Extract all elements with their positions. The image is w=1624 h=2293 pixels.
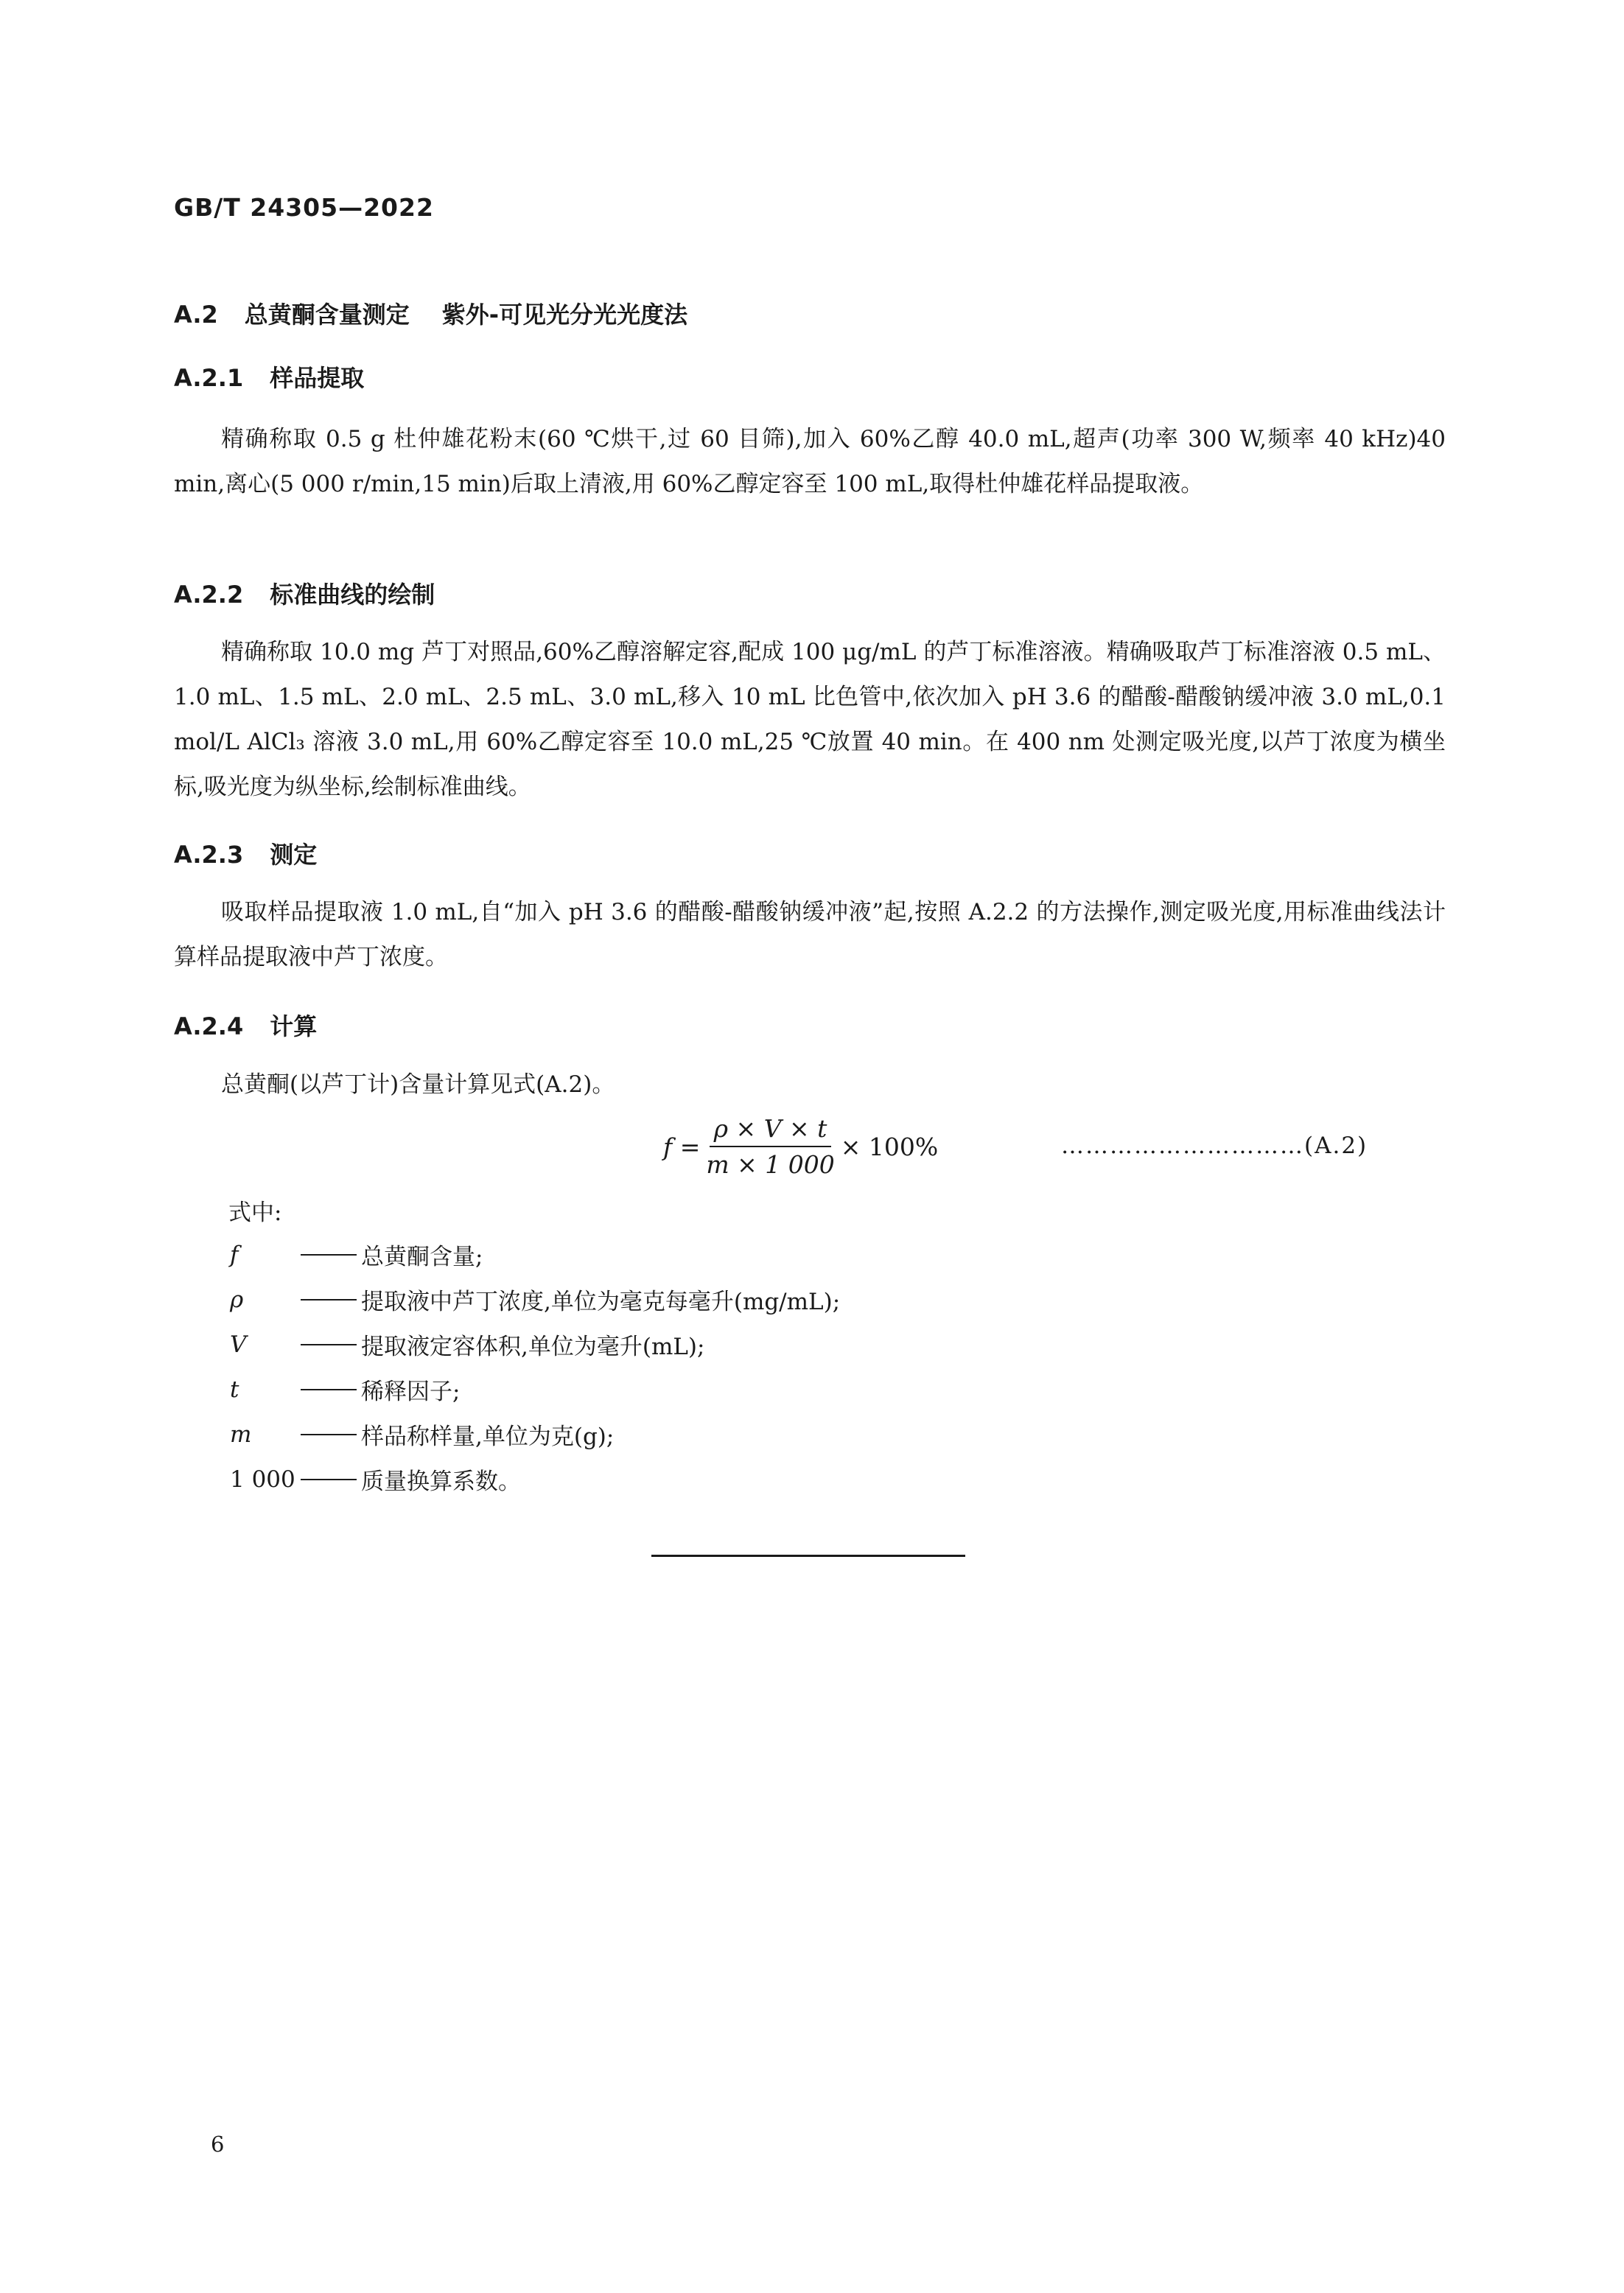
formula-multiplier: × 100% <box>840 1132 939 1161</box>
section-title: 标准曲线的绘制 <box>270 581 435 609</box>
variable-row <box>230 1457 840 1502</box>
equation-reference: …………………………(A.2) <box>1061 1133 1368 1159</box>
variable-description: 总黄酮含量; <box>361 1244 483 1270</box>
variable-description: 样品称样量,单位为克(g); <box>361 1424 615 1450</box>
section-title: 测定 <box>270 841 318 869</box>
variable-symbol: V <box>230 1331 247 1358</box>
variable-description: 提取液定容体积,单位为毫升(mL); <box>361 1334 705 1360</box>
variable-row <box>230 1412 840 1457</box>
variable-description: 提取液中芦丁浓度,单位为毫克每毫升(mg/mL); <box>361 1289 841 1315</box>
variable-row <box>230 1277 840 1322</box>
variable-description: 稀释因子; <box>361 1379 461 1405</box>
section-a21-paragraph: 精确称取 0.5 g 杜仲雄花粉末(60 ℃烘干,过 60 目筛),加入 60%乙醇 40.0 mL,超声(功率 300 W,频率 40 kHz)40 min,离心(5 000 r/min,15 min)后取上清液,用 60%乙醇定容至 100 mL,取得杜仲雄花样品提取液。 <box>174 426 1446 497</box>
variable-row <box>230 1232 840 1277</box>
section-a2-heading <box>174 296 687 330</box>
section-a21-heading <box>174 360 364 393</box>
section-title: 计算 <box>270 1012 318 1040</box>
calculation-intro: 总黄酮(以芦丁计)含量计算见式(A.2)。 <box>221 1071 615 1098</box>
section-title-method: 紫外-可见光分光光度法 <box>441 301 688 329</box>
section-number: A.2.4 <box>174 1012 244 1040</box>
formula-lhs: f = <box>663 1132 701 1161</box>
where-label: 式中: <box>228 1200 282 1226</box>
variable-dash <box>301 1344 357 1345</box>
section-number: A.2.2 <box>174 581 244 609</box>
variable-symbol: 1 000 <box>230 1466 295 1493</box>
section-a23-paragraph: 吸取样品提取液 1.0 mL,自“加入 pH 3.6 的醋酸-醋酸钠缓冲液”起,按照 A.2.2 的方法操作,测定吸光度,用标准曲线法计算样品提取液中芦丁浓度。 <box>174 899 1446 970</box>
page-number: 6 <box>211 2132 225 2157</box>
variable-dash <box>301 1434 357 1435</box>
section-title: 样品提取 <box>270 364 365 392</box>
variable-row <box>230 1367 840 1412</box>
variable-dash <box>301 1479 357 1480</box>
section-a23-heading <box>174 836 317 870</box>
variable-list <box>230 1232 840 1502</box>
variable-dash <box>301 1254 357 1256</box>
variable-dash <box>301 1299 357 1300</box>
section-title: 总黄酮含量测定 <box>244 301 410 329</box>
variable-symbol: t <box>230 1376 239 1403</box>
variable-dash <box>301 1389 357 1390</box>
formula-numerator: ρ × V × t <box>710 1114 832 1147</box>
section-number: A.2.3 <box>174 841 244 869</box>
end-of-document-rule <box>651 1555 965 1557</box>
variable-symbol: m <box>230 1421 252 1448</box>
formula <box>663 1111 938 1182</box>
section-a22-heading <box>174 576 435 610</box>
section-number: A.2.1 <box>174 364 244 392</box>
variable-symbol: ρ <box>230 1286 244 1313</box>
formula-fraction <box>706 1114 834 1179</box>
variable-description: 质量换算系数。 <box>361 1468 521 1495</box>
variable-row <box>230 1322 840 1367</box>
section-number: A.2 <box>174 301 218 329</box>
section-a22-paragraph: 精确称取 10.0 mg 芦丁对照品,60%乙醇溶解定容,配成 100 μg/mL 的芦丁标准溶液。精确吸取芦丁标准溶液 0.5 mL、1.0 mL、1.5 mL、2.0 mL、2.5 mL、3.0 mL,移入 10 mL 比色管中,依次加入 pH 3.6 的醋酸-醋酸钠缓冲液 3.0 mL,0.1 mol/L AlCl₃ 溶液 3.0 mL,用 60%乙醇定容至 10.0 mL,25 ℃放置 40 min。在 400 nm 处测定吸光度,以芦丁浓度为横坐标,吸光度为纵坐标,绘制标准曲线。 <box>174 639 1446 800</box>
section-a24-heading <box>174 1008 317 1042</box>
variable-symbol: f <box>230 1241 239 1268</box>
formula-denominator: m × 1 000 <box>706 1150 835 1179</box>
standard-id: GB/T 24305—2022 <box>174 193 434 222</box>
